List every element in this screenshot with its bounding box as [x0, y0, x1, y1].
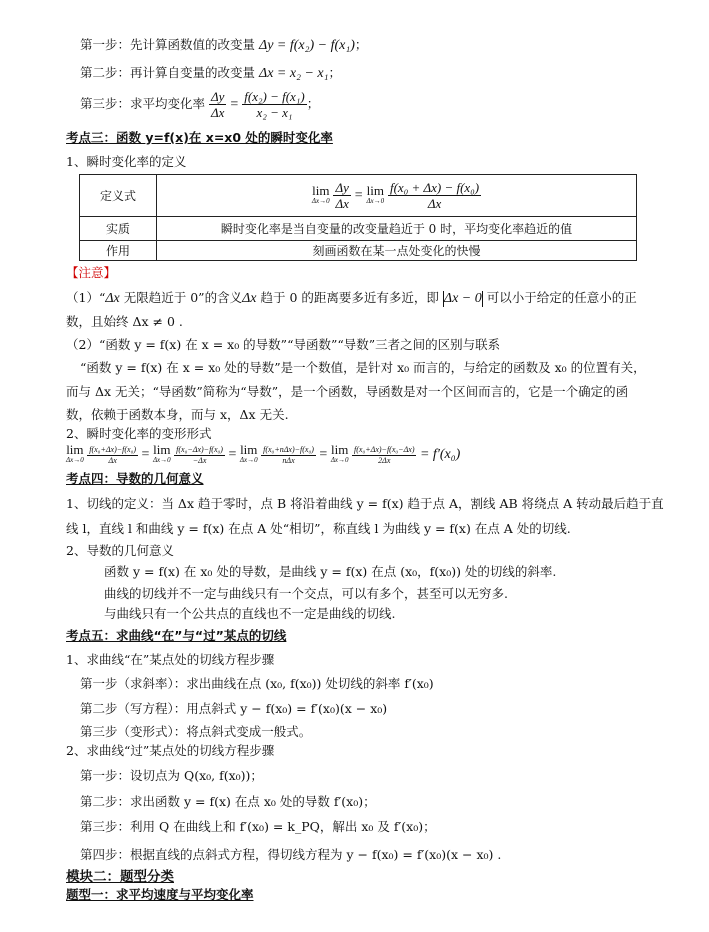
variant3-num: f(x₀+nΔx)−f(x₀): [263, 444, 314, 454]
equals-sign: =: [228, 447, 237, 462]
through-point-step3: 第三步：利用 Q 在曲线上和 f′(x₀) = k_PQ，解出 x₀ 及 f′(x₀)；: [80, 819, 436, 834]
table-cell-value: 刻画函数在某一点处变化的快慢: [157, 241, 637, 261]
heading-point5: 考点五：求曲线“在”与“过”某点的切线: [66, 628, 287, 643]
heading-point4: 考点四：导数的几何意义: [66, 471, 204, 486]
table-cell-value: 瞬时变化率是当自变量的改变量趋近于 0 时，平均变化率趋近的值: [157, 217, 637, 241]
def-rhs-num: f(x₀ + Δx) − f(x₀): [389, 180, 480, 195]
step1-text: 第一步：先计算函数值的改变量: [80, 37, 256, 52]
note2-line1: （2）“函数 y = f(x) 在 x = x₀ 的导数”“导函数”“导数”三者之间的区别与联系: [66, 337, 501, 352]
lim-text: lim: [366, 182, 384, 198]
lim-symbol: [240, 444, 258, 466]
variant4-den: 2Δx: [378, 455, 391, 465]
avg-rate-rhs-num: f(x₂) − f(x₁): [244, 89, 305, 104]
lim-sub: Δx→0: [311, 196, 330, 205]
variant2-num: f(x₀−Δx)−f(x₀): [176, 444, 223, 454]
variant1-den: Δx: [108, 455, 117, 465]
step2-text: 第二步：再计算自变量的改变量: [80, 65, 256, 80]
step3-line: [80, 88, 657, 121]
lim-text: lim: [66, 442, 84, 457]
step3-suffix: ；: [306, 96, 320, 111]
at-point-title: 1、求曲线“在”某点处的切线方程步骤: [66, 652, 275, 667]
variant1-num: f(x₀+Δx)−f(x₀): [89, 444, 137, 454]
def-rhs-den: Δx: [427, 196, 442, 211]
table-row-essence: [80, 217, 637, 241]
abs-bar-right: [482, 291, 483, 307]
at-point-step2: 第二步（写方程）：用点斜式 y − f(x₀) = f′(x₀)(x − x₀): [80, 701, 388, 716]
table-cell-label: 实质: [80, 217, 157, 241]
instant-rate-table: [79, 174, 637, 261]
equals-sign: =: [230, 97, 239, 112]
geometric-meaning-title: 2、导数的几何意义: [66, 543, 174, 558]
def-lhs-fraction: [333, 180, 350, 211]
sub-instant-rate-def: 1、瞬时变化率的定义: [66, 154, 187, 169]
step3-text: 第三步：求平均变化率: [80, 96, 206, 111]
variant-fraction-2: [174, 445, 225, 466]
through-point-step2: 第二步：求出函数 y = f(x) 在点 x₀ 处的导数 f′(x₀)；: [80, 794, 376, 809]
note1-part-b: 无限趋近于 0”的含义: [119, 290, 243, 305]
variant-fraction-3: [261, 445, 316, 466]
lim-symbol: [366, 182, 385, 207]
lim-symbol: [311, 182, 330, 207]
note1-line1: [66, 289, 657, 308]
step2-suffix: ；: [328, 65, 342, 80]
def-lhs-den: Δx: [335, 196, 349, 211]
step1-line: [80, 36, 657, 55]
step2-formula: Δx = x₂ − x₁: [259, 66, 329, 81]
module2-heading: 模块二：题型分类: [66, 869, 174, 885]
geometric-meaning-1: 函数 y = f(x) 在 x₀ 处的导数，是曲线 y = f(x) 在点 (x₀，f(x₀)) 处的切线的斜率.: [104, 564, 557, 579]
lim-sub: Δx→0: [366, 196, 385, 205]
through-point-step4: 第四步：根据直线的点斜式方程，得切线方程为 y − f(x₀) = f′(x₀)(x − x₀) .: [80, 847, 502, 862]
question-type1-heading: 题型一：求平均速度与平均变化率: [66, 887, 254, 902]
heading-point3: 考点三：函数 y=f(x)在 x=x0 处的瞬时变化率: [66, 130, 333, 145]
lim-symbol: [153, 444, 171, 466]
equals-sign: =: [319, 447, 328, 462]
note1-line2: 数，且始终 Δx ≠ 0 .: [66, 314, 183, 329]
lim-sub: Δx→0: [152, 456, 171, 464]
sub-variant-forms: 2、瞬时变化率的变形形式: [66, 426, 212, 441]
lim-text: lim: [312, 182, 330, 198]
step1-formula: Δy = f(x₂) − f(x₁): [259, 38, 355, 53]
variant-result: = f′(x₀): [419, 447, 461, 462]
def-rhs-fraction: [388, 180, 481, 211]
table-cell-label: 作用: [80, 241, 157, 261]
lim-sub: Δx→0: [239, 456, 258, 464]
note1-part-a: （1）“: [66, 290, 106, 305]
note1-part-c: 趋于 0 的距离要多近有多近，即: [256, 290, 439, 305]
equals-sign: =: [354, 188, 363, 203]
lim-symbol: [331, 444, 349, 466]
at-point-step3: 第三步（变形式）：将点斜式变成一般式。: [80, 724, 312, 739]
lim-text: lim: [153, 442, 171, 457]
note1-part-d: 可以小于给定的任意小的正: [486, 290, 637, 305]
lim-text: lim: [240, 442, 258, 457]
avg-rate-rhs-den: x₂ − x₁: [256, 105, 293, 120]
def-lhs-num: Δy: [335, 180, 349, 195]
avg-rate-lhs-num: Δy: [211, 89, 225, 104]
note1-abs: Δx − 0: [443, 291, 482, 306]
variant-fraction-4: [352, 445, 416, 466]
geometric-meaning-2: 曲线的切线并不一定与曲线只有一个交点，可以有多个，甚至可以无穷多.: [104, 586, 508, 601]
equals-sign: =: [141, 447, 150, 462]
lim-sub: Δx→0: [66, 456, 84, 464]
at-point-step1: 第一步（求斜率）：求出曲线在点 (x₀, f(x₀)) 处切线的斜率 f′(x₀): [80, 676, 434, 691]
variant3-den: nΔx: [282, 455, 295, 465]
geometric-meaning-3: 与曲线只有一个公共点的直线也不一定是曲线的切线.: [104, 606, 396, 621]
through-point-step1: 第一步：设切点为 Q(x₀, f(x₀))；: [80, 768, 263, 783]
through-point-title: 2、求曲线“过”某点处的切线方程步骤: [66, 743, 275, 758]
table-cell-formula: [157, 175, 637, 217]
table-row-role: [80, 241, 637, 261]
tangent-def-line2: 线 l，直线 l 和曲线 y = f(x) 在点 A 处“相切”，称直线 l 为曲线 y = f(x) 在点 A 处的切线.: [66, 521, 571, 536]
variant-fraction-1: [87, 445, 138, 466]
lim-symbol: [66, 444, 84, 466]
avg-rate-lhs-den: Δx: [211, 105, 225, 120]
note2-line4: 数，依赖于函数本身，而与 x，Δx 无关.: [66, 407, 289, 422]
note1-dx-2: Δx: [242, 291, 257, 306]
table-row-definition: [80, 175, 637, 217]
step1-suffix: ；: [354, 37, 368, 52]
avg-rate-lhs-fraction: [209, 89, 226, 120]
lim-sub: Δx→0: [330, 456, 349, 464]
note-label: 【注意】: [66, 265, 117, 280]
lim-text: lim: [331, 442, 349, 457]
variant4-num: f(x₀+Δx)−f(x₀−Δx): [354, 444, 415, 454]
note1-dx: Δx: [105, 291, 120, 306]
note2-line2: “函数 y = f(x) 在 x = x₀ 处的导数”是一个数值，是针对 x₀ 而言的，与给定的函数及 x₀ 的位置有关，: [80, 360, 646, 375]
tangent-def-line1: 1、切线的定义：当 Δx 趋于零时，点 B 将沿着曲线 y = f(x) 趋于点 A，割线 AB 将绕点 A 转动最后趋于直: [66, 496, 664, 511]
note2-line3: 而与 Δx 无关；“导函数”简称为“导数”，是一个函数，导函数是对一个区间而言的，它是一个确定的函: [66, 384, 629, 399]
step2-line: [80, 64, 657, 83]
variant-forms-line: [66, 440, 657, 470]
table-cell-label: 定义式: [80, 175, 157, 217]
variant2-den: −Δx: [192, 455, 207, 465]
avg-rate-rhs-fraction: [242, 89, 306, 120]
